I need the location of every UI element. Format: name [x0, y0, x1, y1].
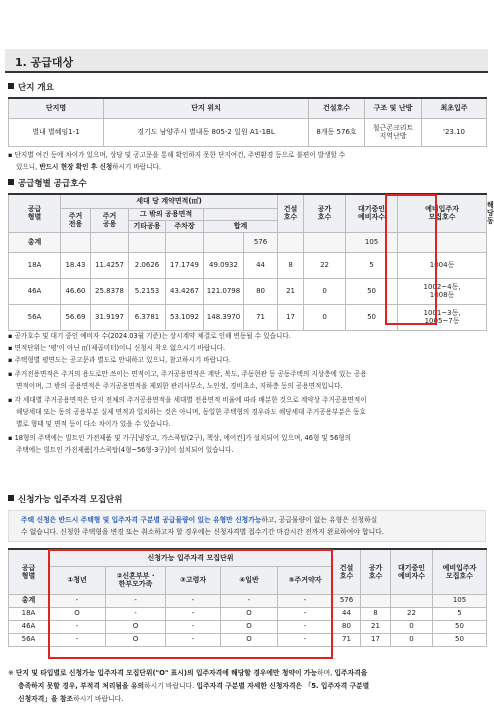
col-vacant: 공가 호수	[361, 549, 391, 594]
col-residential: 주거 전용	[61, 208, 91, 232]
col-built: 건설 호수	[278, 194, 304, 232]
table-row: 18A O - - O - 44 8 22 5	[9, 607, 487, 620]
col-parking: 주차장	[166, 220, 204, 232]
section-title: 1. 공급대상	[15, 56, 74, 69]
complex-table	[8, 97, 487, 147]
table-row: 56A - O - O - 71 17 0 50	[9, 633, 487, 646]
square-bullet-icon	[8, 179, 14, 185]
eligibility-notice: 주택 신청은 반드시 주택형 및 입주자격 구분별 공급물량이 있는 유형만 신청가능하고, 공급물량이 없는 유형은 신청하실 수 없습니다. 신청한 주택형을 변경 또는 취소하고자 할 경우에는 신청자격별 접수기간 마감시간 전까지 완료하여야 합니다.	[8, 510, 486, 542]
col-complex-name: 단지명	[9, 98, 104, 118]
table-row-total: 총계 576 105	[9, 232, 487, 252]
col-complex-location: 단지 위치	[104, 98, 309, 118]
col-structure: 구조 및 난방	[365, 98, 422, 118]
col-waiting: 대기중인 예비자수	[346, 194, 398, 232]
table-row: 18A 18.43 11.4257 2.0626 17.1749 49.0932 44 8 22 5 1004동	[9, 252, 487, 278]
recruit-column-highlight	[385, 194, 437, 325]
col-other-common: 그 밖의 공용면적	[129, 208, 204, 220]
eligibility-heading: 신청가능 입주자격 모집단위	[8, 493, 122, 505]
square-bullet-icon	[8, 83, 14, 89]
col-vacant: 공가 호수	[304, 194, 346, 232]
eligibility-footnote: ※ 단지 및 타입별로 신청가능 입주자격 모집단위("O" 표시)의 입주자격에 해당할 경우에만 청약이 가능하며, 입주자격을 충족하지 못할 경우, 부적격 처리됨을 유의하시기 바랍니다. 입주자격 구분별 자세한 신청자격은 「5. 입주자격 구분별 신청자격」을 참조하시기 바랍니다.	[8, 669, 370, 703]
col-newlywed: ②신혼부부 · 한부모가족	[106, 566, 166, 594]
col-common: 주거 공용	[91, 208, 129, 232]
table-row: 별내 별혜임1-1 경기도 남양주시 별내동 805-2 일원 A1-1BL 8개동 576호 철근콘크리트 지역난방 '23.10	[9, 118, 487, 146]
supply-notes: ▪ 공가호수 및 대기 중인 예비자 수(2024.03월 기준)는 상시계약 체결로 인해 변동될 수 있습니다. ▪ 면적단위는 '평'이 아닌 ㎡(제곱미터)이니 신청시 착오 없으시기 바랍니다. ▪ 주택형별 평면도는 공고문과 별도로 안내하고 있으니, 참고하시기 바랍니다. ▪ 주거전용면적은 주거의 용도로만 쓰이는 면적이고, 주거공용면적은 계단, 복도, 주동현관 등 공동주택의 지상층에 있는 공용 면적이며, 그 밖의 공용면적은 주거공용면적을 제외한 관리사무소, 노인정, 경비초소, 지하층 등의 공용면적입니다. ▪ 각 세대별 주거공용면적은 단지 전체의 주거공용면적을 세대별 전용면적 비율에 따라 배분한 것으로 계약상 주거공용면적이 해당세대 또는 동의 공용부분 실제 면적과 일치하는 것은 아니며, 동일한 주택형의 경우라도 해당세대 주거공용부분은 동호 별로 형태 및 면적 등이 다소 차이가 있을 수 있습니다. ▪ 18형의 주택에는 빌트인 가전제품 및 가구[냉장고, 가스쿡탑(2구), 책상, 에어컨]가 설치되어 있으며, 46형 및 56형의 주택에는 빌트인 가전제품[가스쿡탑(4형~56형-3구)]이 설치되어 있습니다.	[8, 332, 367, 454]
eligibility-columns-highlight	[48, 549, 333, 659]
col-sum: 합계	[204, 220, 278, 232]
col-built: 건설 호수	[333, 549, 361, 594]
supply-table: 공급 형별 세대 당 계약면적(㎡) 건설 호수 공가 호수 대기중인 예비자수 예비입주자 모집호수 해당동 주거 전용 주거 공용 그 밖의 공용면적 기타공용 주차장 합계 총계 576 105 18A 18.43 11.4257 2.0626 17.1749 49.0932 44 8 22 5 1004동 46A 46.60 25.8378 5.2153 43.4267 121.0798 80 21 0 50 1002~4동, 1008동 56A 56.69 31.9197 6.3781 53.1092 148.3970 71 17 0 50 1001~3동, 1005~7동	[8, 193, 487, 331]
complex-note: ▪ 단지별 여건 등에 차이가 있으며, 상당 및 공고문을 통해 확인하지 못한 단지여건, 주변환경 등으로 불편이 발생할 수 있으니, 반드시 현장 확인 후 신청하시기 바랍니다.	[8, 151, 346, 171]
table-row: 56A 56.69 31.9197 6.3781 53.1092 148.3970 71 17 0 50 1001~3동, 1005~7동	[9, 304, 487, 330]
col-waiting: 대기중인 예비자수	[391, 549, 433, 594]
col-built-units: 건설호수	[309, 98, 365, 118]
col-vulnerable: ⑤주거약자	[278, 566, 333, 594]
col-elderly: ③고령자	[166, 566, 221, 594]
complex-heading: 단지 개요	[8, 81, 54, 93]
col-parking-sum-group	[204, 208, 278, 220]
col-recruit: 예비입주자 모집호수	[433, 549, 487, 594]
col-type: 공급 형별	[9, 549, 49, 594]
supply-heading: 공급형별 공급호수	[8, 177, 87, 189]
table-row-total: 총계 - - - - - 576 105	[9, 594, 487, 607]
col-recruit: 예비입주자 모집호수	[398, 194, 487, 232]
col-type: 공급 형별	[9, 194, 61, 232]
table-row: 46A - O - O - 80 21 0 50	[9, 620, 487, 633]
col-other: 기타공용	[129, 220, 166, 232]
col-youth: ①청년	[49, 566, 106, 594]
col-general: ④일반	[221, 566, 278, 594]
section-title-bar	[5, 49, 488, 73]
col-area: 세대 당 계약면적(㎡)	[61, 194, 278, 208]
square-bullet-icon	[8, 495, 14, 501]
col-eligibility-group: 신청가능 입주자격 모집단위	[49, 549, 333, 566]
table-row: 46A 46.60 25.8378 5.2153 43.4267 121.0798 80 21 0 50 1002~4동, 1008동	[9, 278, 487, 304]
col-first-move-in: 최초입주	[422, 98, 487, 118]
